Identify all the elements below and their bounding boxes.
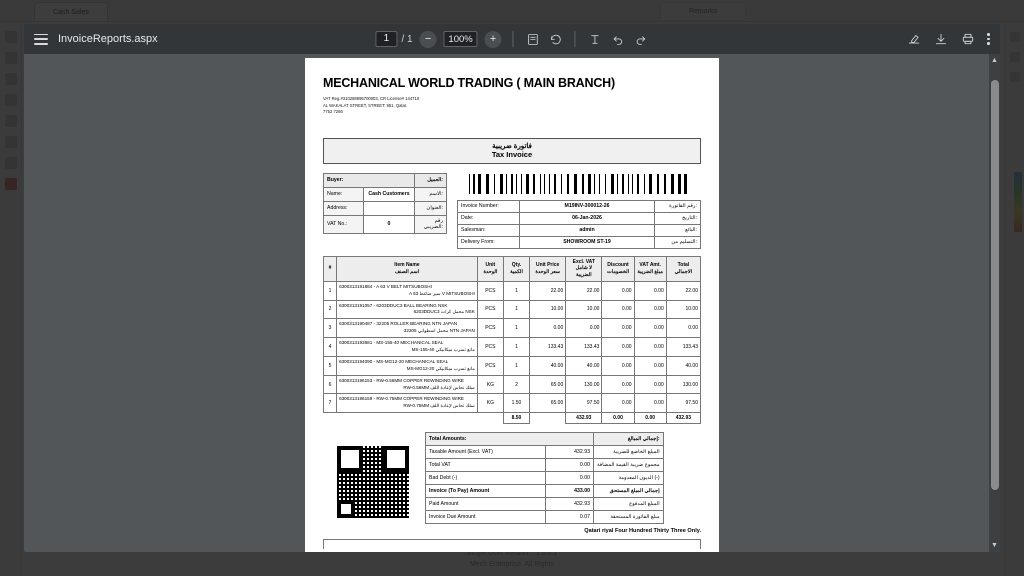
totals-excl-vat: 432.93 bbox=[566, 413, 602, 424]
redo-icon[interactable] bbox=[633, 31, 649, 47]
invoice-details-column bbox=[457, 173, 701, 249]
total-vat-value: 0.00 bbox=[546, 459, 594, 472]
cell-vat-amount: 0.00 bbox=[634, 356, 666, 375]
buyer-vat-label-ar: رقم الضريبي: bbox=[415, 215, 447, 233]
cell-vat-amount: 0.00 bbox=[634, 281, 666, 300]
invoice-number-label-ar: رقم الفاتورة: bbox=[655, 200, 701, 212]
invoice-number-label: Invoice Number: bbox=[458, 200, 520, 212]
total-vat-label: Total VAT bbox=[426, 459, 546, 472]
invoice-details-table bbox=[457, 200, 701, 249]
table-row bbox=[324, 356, 701, 375]
cell-index: 2 bbox=[324, 300, 337, 319]
detail-row-delivery bbox=[458, 236, 701, 248]
file-name-label: InvoiceReports.aspx bbox=[58, 33, 158, 45]
tax-invoice-title-ar: فاتورة ضريبية bbox=[492, 142, 532, 150]
paid-amount-label: Paid Amount bbox=[426, 498, 546, 511]
amount-row-due bbox=[426, 511, 664, 524]
tax-invoice-band bbox=[323, 138, 701, 164]
taxable-amount-label: Taxable Amount (Excl. VAT) bbox=[426, 446, 546, 459]
buyer-address-value bbox=[364, 201, 415, 215]
total-vat-label-ar: مجموع ضريبة القيمة المضافة bbox=[594, 459, 664, 472]
company-vat-line: VAT Reg.#310288895700003, CR License# 144710 bbox=[323, 96, 420, 101]
due-amount-label-ar: مبلغ الفاتورة المستحقة bbox=[594, 511, 664, 524]
cell-total: 0.00 bbox=[666, 319, 700, 338]
cell-item-name: 6300313190487 - 32205 ROLLER BEARING NTN JAPAN 32205 محمل اسطواني NTN JAPAN bbox=[337, 319, 478, 338]
cell-index: 1 bbox=[324, 281, 337, 300]
buyer-name-label: Name: bbox=[324, 187, 364, 201]
amount-row-taxable bbox=[426, 446, 664, 459]
buyer-row-vat bbox=[324, 215, 447, 233]
cell-unit-price: 65.00 bbox=[530, 375, 566, 394]
col-total: Total الاجمالي bbox=[666, 256, 700, 281]
toolbar-divider-2 bbox=[575, 31, 576, 47]
col-discount: Discount الخصومات bbox=[602, 256, 634, 281]
tax-invoice-title-en: Tax Invoice bbox=[491, 149, 533, 159]
barcode bbox=[457, 173, 701, 195]
qr-code bbox=[337, 446, 409, 518]
table-row bbox=[324, 375, 701, 394]
salesman-label: Salesman: bbox=[458, 224, 520, 236]
pdf-viewer-window bbox=[24, 24, 1000, 552]
delivery-from-label-ar: التسليم من: bbox=[655, 236, 701, 248]
totals-discount: 0.00 bbox=[602, 413, 634, 424]
cell-qty: 1.50 bbox=[503, 394, 529, 413]
salesman-value: admin bbox=[520, 224, 655, 236]
cell-unit: PCS bbox=[477, 319, 503, 338]
paid-amount-label-ar: المبلغ المدفوع bbox=[594, 498, 664, 511]
totals-qty: 8.50 bbox=[503, 413, 529, 424]
cell-qty: 1 bbox=[503, 300, 529, 319]
cell-excl-vat: 40.00 bbox=[566, 356, 602, 375]
cell-index: 5 bbox=[324, 356, 337, 375]
invoice-number-value: M19INV-300012-26 bbox=[520, 200, 655, 212]
cell-discount: 0.00 bbox=[602, 356, 634, 375]
cell-item-name: 6300313194090 - MS-MG12-20 MECHANICAL SEAL MS-MG12-20 مانع تسرب ميكانيكي bbox=[337, 356, 478, 375]
download-icon[interactable] bbox=[933, 31, 949, 47]
buyer-row-address bbox=[324, 201, 447, 215]
delivery-from-label: Delivery From: bbox=[458, 236, 520, 248]
col-excl-vat: Excl. VAT لا شامل الضريبة bbox=[566, 256, 602, 281]
toolbar-divider-1 bbox=[513, 31, 514, 47]
invoice-to-pay-value: 433.00 bbox=[546, 485, 594, 498]
cell-qty: 2 bbox=[503, 375, 529, 394]
cell-item-name: 6300313193681 - MS-155-40 MECHANICAL SEAL MS-155-40 مانع تسرب ميكانيكي bbox=[337, 338, 478, 357]
invoice-to-pay-label-ar: إجمالي المبلغ المستحق bbox=[594, 485, 664, 498]
due-amount-label: Invoice Due Amount bbox=[426, 511, 546, 524]
cell-item-name: 6300313196153 - RW-0.56MM COPPER REWINDING WIRE RW-0.56MM سلك نحاس لإعادة اللف bbox=[337, 375, 478, 394]
buyer-header-row bbox=[324, 173, 447, 187]
invoice-page bbox=[305, 58, 719, 552]
buyer-table bbox=[323, 173, 447, 234]
detail-row-date bbox=[458, 212, 701, 224]
buyer-and-details bbox=[323, 173, 701, 249]
amount-row-paid bbox=[426, 498, 664, 511]
scroll-down-arrow[interactable]: ▼ bbox=[991, 542, 998, 549]
pdf-toolbar-right bbox=[906, 31, 990, 47]
buyer-row-name bbox=[324, 187, 447, 201]
cell-total: 97.50 bbox=[666, 394, 700, 413]
buyer-header-ar: العميل: bbox=[415, 173, 447, 187]
cell-discount: 0.00 bbox=[602, 300, 634, 319]
due-amount-value: 0.07 bbox=[546, 511, 594, 524]
taxable-amount-value: 432.93 bbox=[546, 446, 594, 459]
cell-discount: 0.00 bbox=[602, 394, 634, 413]
cell-vat-amount: 0.00 bbox=[634, 338, 666, 357]
cell-excl-vat: 130.00 bbox=[566, 375, 602, 394]
line-items-body bbox=[324, 281, 701, 412]
cell-discount: 0.00 bbox=[602, 319, 634, 338]
cell-discount: 0.00 bbox=[602, 281, 634, 300]
cell-unit: PCS bbox=[477, 356, 503, 375]
company-phone-line: 7752 7266 bbox=[323, 109, 343, 114]
totals-total: 432.93 bbox=[666, 413, 700, 424]
cell-unit-price: 133.43 bbox=[530, 338, 566, 357]
more-options-icon[interactable] bbox=[987, 33, 990, 45]
delivery-from-value: SHOWROOM ST-19 bbox=[520, 236, 655, 248]
rotate-icon[interactable] bbox=[548, 31, 564, 47]
bad-debt-label-ar: الديون المعدومة (-) bbox=[594, 472, 664, 485]
cell-unit-price: 40.00 bbox=[530, 356, 566, 375]
cell-item-name: 6300313196159 - RW-0.75MM COPPER REWINDING WIRE RW-0.75MM سلك نحاس لإعادة اللف bbox=[337, 394, 478, 413]
table-row bbox=[324, 281, 701, 300]
col-qty: Qty. الكمية bbox=[503, 256, 529, 281]
cell-qty: 1 bbox=[503, 356, 529, 375]
buyer-name-label-ar: الاسم: bbox=[415, 187, 447, 201]
cell-unit: KG bbox=[477, 394, 503, 413]
cell-unit: PCS bbox=[477, 300, 503, 319]
vertical-scrollbar[interactable] bbox=[989, 54, 1000, 552]
cell-index: 3 bbox=[324, 319, 337, 338]
line-items-table bbox=[323, 256, 701, 425]
cell-excl-vat: 0.00 bbox=[566, 319, 602, 338]
total-amounts-header-row bbox=[426, 433, 664, 446]
line-items-totals-row bbox=[324, 413, 701, 424]
cell-item-name: 6300313191057 - 6203DDUC3 BALL BEARING NSK 6203DDUC3 محمل كرات NSK bbox=[337, 300, 478, 319]
col-index: # bbox=[324, 256, 337, 281]
bad-debt-value: 0.00 bbox=[546, 472, 594, 485]
detail-row-invoice-number bbox=[458, 200, 701, 212]
pdf-toolbar-center bbox=[375, 31, 648, 48]
page-number-input[interactable]: 1 bbox=[375, 31, 397, 47]
page-count-label: / 1 bbox=[401, 33, 413, 45]
pdf-canvas-area bbox=[24, 54, 1000, 552]
line-items-header-row bbox=[324, 256, 701, 281]
col-vat-amount: VAT Amt. مبلغ الضريبة bbox=[634, 256, 666, 281]
detail-row-salesman bbox=[458, 224, 701, 236]
cell-unit: PCS bbox=[477, 281, 503, 300]
buyer-vat-value: 0 bbox=[364, 215, 415, 233]
cell-excl-vat: 10.00 bbox=[566, 300, 602, 319]
buyer-address-label-ar: العنوان: bbox=[415, 201, 447, 215]
cell-discount: 0.00 bbox=[602, 338, 634, 357]
buyer-address-label: Address: bbox=[324, 201, 364, 215]
invoice-date-value: 06-Jan-2026 bbox=[520, 212, 655, 224]
company-name: MECHANICAL WORLD TRADING ( MAIN BRANCH) bbox=[323, 76, 615, 90]
salesman-label-ar: البائع: bbox=[655, 224, 701, 236]
cell-unit-price: 22.00 bbox=[530, 281, 566, 300]
cell-vat-amount: 0.00 bbox=[634, 300, 666, 319]
amount-row-to-pay bbox=[426, 485, 664, 498]
cell-qty: 1 bbox=[503, 338, 529, 357]
total-amounts-table bbox=[425, 432, 664, 524]
cell-vat-amount: 0.00 bbox=[634, 375, 666, 394]
undo-icon[interactable] bbox=[610, 31, 626, 47]
col-item-name: Item Name اسم الصنف bbox=[337, 256, 478, 281]
buyer-header-en: Buyer: bbox=[324, 173, 415, 187]
cell-discount: 0.00 bbox=[602, 375, 634, 394]
cell-unit-price: 65.00 bbox=[530, 394, 566, 413]
cell-unit-price: 0.00 bbox=[530, 319, 566, 338]
menu-icon[interactable] bbox=[34, 34, 48, 45]
highlight-icon[interactable] bbox=[906, 31, 922, 47]
company-details bbox=[323, 96, 701, 116]
buyer-name-value: Cash Customers bbox=[364, 187, 415, 201]
text-select-icon[interactable] bbox=[587, 31, 603, 47]
table-row bbox=[324, 300, 701, 319]
cell-unit: PCS bbox=[477, 338, 503, 357]
totals-section bbox=[323, 432, 701, 534]
pdf-toolbar bbox=[24, 24, 1000, 54]
invoice-to-pay-label: Invoice (To Pay) Amount bbox=[426, 485, 546, 498]
col-unit: Unit الوحدة bbox=[477, 256, 503, 281]
cell-total: 130.00 bbox=[666, 375, 700, 394]
scrollbar-thumb[interactable] bbox=[991, 80, 999, 490]
cell-excl-vat: 133.43 bbox=[566, 338, 602, 357]
print-icon[interactable] bbox=[960, 31, 976, 47]
company-address-line: AL WAKALAT STREET, STREET: 951, Qatar. bbox=[323, 102, 408, 108]
zoom-in-button[interactable]: + bbox=[485, 31, 502, 48]
total-amounts-header-ar: إجمالي المبالغ: bbox=[594, 433, 664, 446]
cell-vat-amount: 0.00 bbox=[634, 319, 666, 338]
cell-unit-price: 10.00 bbox=[530, 300, 566, 319]
totals-vat: 0.00 bbox=[634, 413, 666, 424]
table-row bbox=[324, 338, 701, 357]
cell-vat-amount: 0.00 bbox=[634, 394, 666, 413]
col-unit-price: Unit Price سعر الوحدة bbox=[530, 256, 566, 281]
table-row bbox=[324, 394, 701, 413]
cell-total: 10.00 bbox=[666, 300, 700, 319]
zoom-out-button[interactable]: − bbox=[420, 31, 437, 48]
cell-unit: KG bbox=[477, 375, 503, 394]
amount-row-bad-debt bbox=[426, 472, 664, 485]
paid-amount-value: 432.93 bbox=[546, 498, 594, 511]
fit-page-icon[interactable] bbox=[525, 31, 541, 47]
cell-excl-vat: 22.00 bbox=[566, 281, 602, 300]
table-row bbox=[324, 319, 701, 338]
cell-total: 133.43 bbox=[666, 338, 700, 357]
invoice-date-label-ar: التاريخ: bbox=[655, 212, 701, 224]
cell-index: 4 bbox=[324, 338, 337, 357]
total-amounts-header-en: Total Amounts: bbox=[426, 433, 594, 446]
cell-excl-vat: 97.50 bbox=[566, 394, 602, 413]
cell-qty: 1 bbox=[503, 319, 529, 338]
cell-total: 22.00 bbox=[666, 281, 700, 300]
bad-debt-label: Bad Debt (-) bbox=[426, 472, 546, 485]
buyer-vat-label: VAT No.: bbox=[324, 215, 364, 233]
cell-index: 7 bbox=[324, 394, 337, 413]
amount-row-total-vat bbox=[426, 459, 664, 472]
cell-index: 6 bbox=[324, 375, 337, 394]
amount-in-words: Qatari riyal Four Hundred Thirty Three Only. bbox=[584, 528, 701, 535]
cell-total: 40.00 bbox=[666, 356, 700, 375]
invoice-date-label: Date: bbox=[458, 212, 520, 224]
scroll-up-arrow[interactable]: ▲ bbox=[991, 57, 998, 64]
taxable-amount-label-ar: المبلغ الخاضع للضريبة bbox=[594, 446, 664, 459]
page-navigation bbox=[375, 31, 412, 47]
cell-item-name: 6300313191884 - A 63 V BELT MITSUBOSHI A 63 سير ضاغط V MITSUBOSHI bbox=[337, 281, 478, 300]
page-bottom-strip bbox=[323, 539, 701, 549]
cell-qty: 1 bbox=[503, 281, 529, 300]
zoom-level-input[interactable]: 100% bbox=[444, 31, 478, 47]
